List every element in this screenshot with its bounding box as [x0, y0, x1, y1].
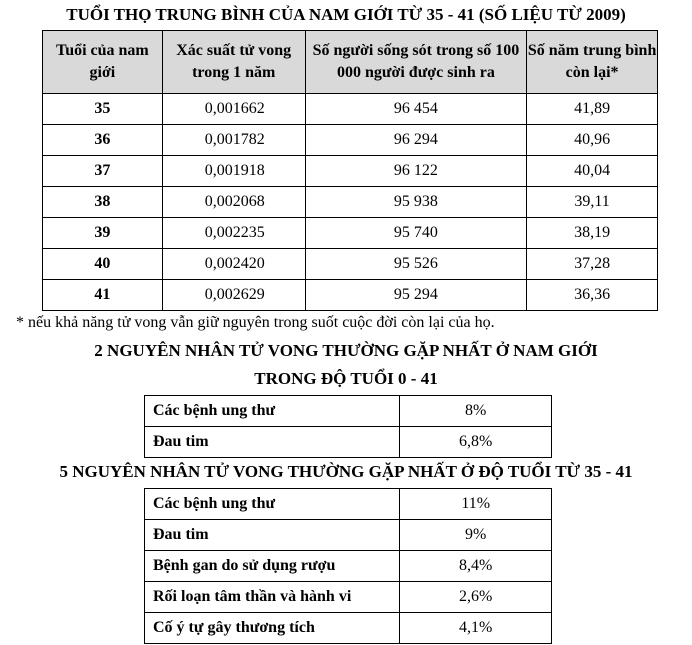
age-cell: 41 — [43, 280, 163, 311]
table-row — [145, 613, 552, 644]
percent-cell: 9% — [400, 520, 552, 551]
main-title: TUỔI THỌ TRUNG BÌNH CỦA NAM GIỚI TỪ 35 - 41 (SỐ LIỆU TỪ 2009) — [66, 5, 626, 24]
cause-cell: Các bệnh ung thư — [145, 396, 400, 427]
cause-cell: Rối loạn tâm thần và hành vi — [145, 582, 400, 613]
header-remaining-years: Số năm trung bình còn lại* — [527, 31, 658, 94]
percent-cell: 11% — [400, 489, 552, 520]
section2-title-line2: TRONG ĐỘ TUỔI 0 - 41 — [254, 369, 438, 388]
table-row — [43, 94, 658, 125]
section3-title: 5 NGUYÊN NHÂN TỬ VONG THƯỜNG GẶP NHẤT Ở ĐỘ TUỔI TỪ 35 - 41 — [59, 462, 633, 481]
table-row — [145, 551, 552, 582]
survivors-cell: 95 938 — [305, 187, 527, 218]
percent-cell: 8,4% — [400, 551, 552, 582]
table-row — [145, 396, 552, 427]
survivors-cell: 96 294 — [305, 125, 527, 156]
cause-cell: Đau tim — [145, 427, 400, 458]
remaining-years-cell: 37,28 — [527, 249, 658, 280]
probability-cell: 0,001662 — [162, 94, 305, 125]
table-row — [43, 125, 658, 156]
table-header-row — [43, 31, 658, 94]
table-row — [145, 582, 552, 613]
survivors-cell: 95 740 — [305, 218, 527, 249]
age-cell: 35 — [43, 94, 163, 125]
table-row — [43, 156, 658, 187]
remaining-years-cell: 40,04 — [527, 156, 658, 187]
age-cell: 40 — [43, 249, 163, 280]
age-cell: 36 — [43, 125, 163, 156]
header-survivors: Số người sống sót trong số 100 000 người được sinh ra — [305, 31, 527, 94]
table-row — [145, 489, 552, 520]
table-row — [43, 249, 658, 280]
remaining-years-cell: 36,36 — [527, 280, 658, 311]
header-probability: Xác suất tử vong trong 1 năm — [162, 31, 305, 94]
survivors-cell: 95 526 — [305, 249, 527, 280]
footnote: * nếu khả năng tử vong vẫn giữ nguyên trong suốt cuộc đời còn lại của họ. — [16, 314, 495, 331]
age-cell: 39 — [43, 218, 163, 249]
table-row — [43, 280, 658, 311]
cause-cell: Đau tim — [145, 520, 400, 551]
remaining-years-cell: 38,19 — [527, 218, 658, 249]
table-row — [145, 427, 552, 458]
cause-cell: Bệnh gan do sử dụng rượu — [145, 551, 400, 582]
remaining-years-cell: 41,89 — [527, 94, 658, 125]
cause-cell: Các bệnh ung thư — [145, 489, 400, 520]
table-row — [145, 520, 552, 551]
percent-cell: 8% — [400, 396, 552, 427]
section2-title-line1: 2 NGUYÊN NHÂN TỬ VONG THƯỜNG GẶP NHẤT Ở NAM GIỚI — [94, 341, 598, 360]
age-cell: 38 — [43, 187, 163, 218]
survivors-cell: 96 122 — [305, 156, 527, 187]
age-cell: 37 — [43, 156, 163, 187]
life-expectancy-table — [42, 30, 658, 311]
table-row — [43, 187, 658, 218]
percent-cell: 2,6% — [400, 582, 552, 613]
probability-cell: 0,001918 — [162, 156, 305, 187]
header-age: Tuổi của nam giới — [43, 31, 163, 94]
cause-cell: Cố ý tự gây thương tích — [145, 613, 400, 644]
probability-cell: 0,002420 — [162, 249, 305, 280]
percent-cell: 4,1% — [400, 613, 552, 644]
top5-causes-table — [144, 488, 552, 644]
probability-cell: 0,001782 — [162, 125, 305, 156]
remaining-years-cell: 40,96 — [527, 125, 658, 156]
probability-cell: 0,002629 — [162, 280, 305, 311]
table-row — [43, 218, 658, 249]
remaining-years-cell: 39,11 — [527, 187, 658, 218]
top2-causes-table — [144, 395, 552, 458]
survivors-cell: 96 454 — [305, 94, 527, 125]
percent-cell: 6,8% — [400, 427, 552, 458]
probability-cell: 0,002235 — [162, 218, 305, 249]
probability-cell: 0,002068 — [162, 187, 305, 218]
survivors-cell: 95 294 — [305, 280, 527, 311]
